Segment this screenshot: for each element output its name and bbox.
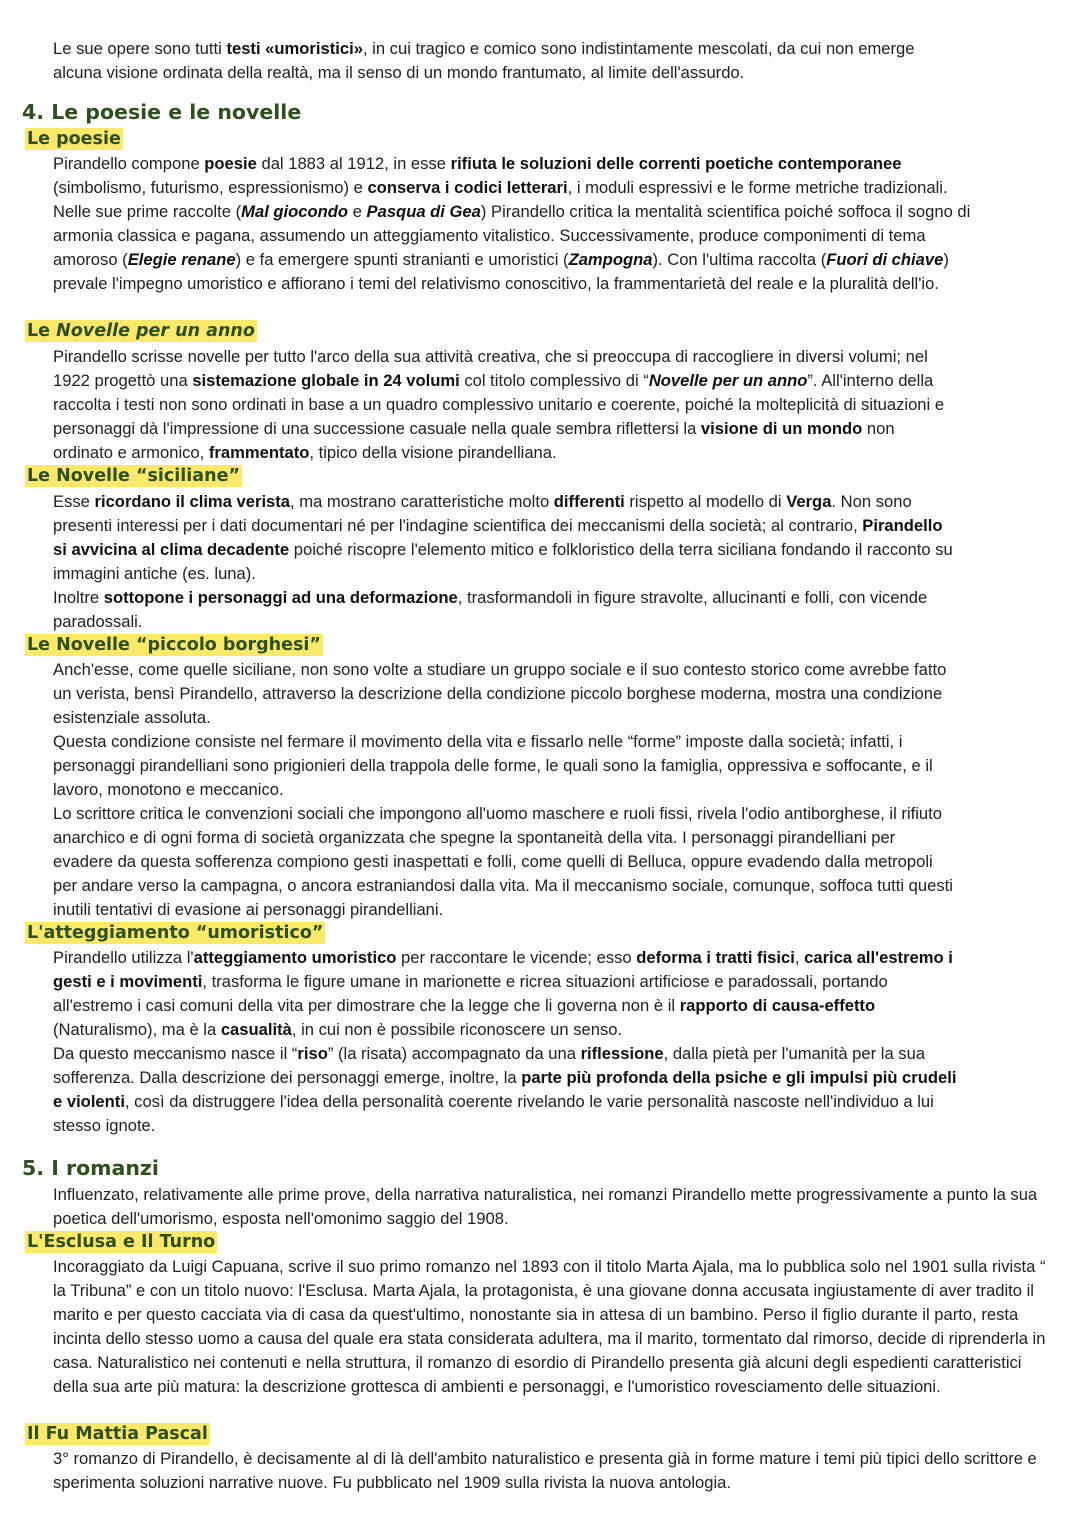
paragraph-line-block: Da questo meccanismo nasce il “riso” (la risata) accompagnato da una riflessione, dalla pietà per l'umanità per la sua sofferenza. Dalla descrizione dei personaggi emerge, inoltre, la parte più profonda della psiche e gli impulsi più crudeli e violenti, così da distruggere l'idea della personalità coerente rivelando le varie personalità nascoste nell'individuo a lui stesso ignote. xyxy=(53,1044,957,1135)
bold-italic-text: Zampogna xyxy=(568,250,653,269)
novelle-siciliane-paragraph xyxy=(53,490,958,634)
mattia-paragraph xyxy=(53,1447,1053,1495)
novelle-borghesi-paragraph xyxy=(53,658,958,922)
paragraph-line-block: Esse ricordano il clima verista, ma mostrano caratteristiche molto differenti rispetto al modello di Verga. Non sono presenti interessi per i dati documentari né per l'indagine scientifica dei meccanismi della società; al contrario, Pirandello si avvicina al clima decadente poiché riscopre l'elemento mitico e folkloristico della terra siciliana fondando il racconto su immagini antiche (es. luna). xyxy=(53,492,953,583)
paragraph-line-block: Anch'esse, come quelle siciliane, non sono volte a studiare un gruppo sociale e il suo contesto storico come avrebbe fatto un verista, bensì Pirandello, attraverso la descrizione della condizione piccolo borghese moderna, mostra una condizione esistenziale assoluta. xyxy=(53,660,947,727)
subheading-novelle-siciliane: Le Novelle “siciliane” xyxy=(27,466,240,486)
romanzi-intro-paragraph xyxy=(53,1183,1038,1231)
bold-text: ricordano il clima verista xyxy=(94,492,291,511)
bold-text: riflessione xyxy=(580,1044,664,1063)
paragraph-line-block: Inoltre sottopone i personaggi ad una deformazione, trasformandoli in figure stravolte, allucinanti e folli, con vicende paradossali. xyxy=(53,588,928,631)
bold-italic-text: Novelle per un anno xyxy=(648,371,808,390)
subheading-mattia-pascal: Il Fu Mattia Pascal xyxy=(27,1424,208,1444)
bold-italic-text: Mal giocondo xyxy=(241,202,349,221)
bold-italic-text: Elegie renane xyxy=(127,250,236,269)
section-4-title: 4. Le poesie e le novelle xyxy=(22,100,302,124)
bold-text: differenti xyxy=(553,492,625,511)
paragraph-line-block: Pirandello compone poesie dal 1883 al 1912, in esse rifiuta le soluzioni delle correnti poetiche contemporanee (simbolismo, futurismo, espressionismo) e conserva i codici letterari, i moduli espressivi e le forme metriche tradizionali. Nelle sue prime raccolte (Mal giocondo e Pasqua di Gea) Pirandello critica la mentalità scientifica poiché soffoca il sogno di armonia classica e pagana, assumendo un atteggiamento vitalistico. Successivamente, produce componimenti di tema amoroso (Elegie renane) e fa emergere spunti stranianti e umoristici (Zampogna). Con l'ultima raccolta (Fuori di chiave) prevale l'impegno umoristico e affiorano i temi del relativismo conoscitivo, la frammentarietà del reale e la pluralità dell'io. xyxy=(53,154,971,293)
bold-text: casualità xyxy=(220,1020,292,1039)
paragraph-line-block: Questa condizione consiste nel fermare il movimento della vita e fissarlo nelle “forme” imposte dalla società; infatti, i personaggi pirandelliani sono prigionieri della trappola delle forme, le quali sono la famiglia, oppressiva e soffocante, e il lavoro, monotono e meccanico. xyxy=(53,732,933,799)
paragraph-line-block: Le sue opere sono tutti testi «umoristici», in cui tragico e comico sono indistintamente mescolati, da cui non emerge alcuna visione ordinata della realtà, ma il senso di un mondo frantumato, al limite dell'assurdo. xyxy=(53,39,915,82)
bold-text: rapporto di causa-effetto xyxy=(679,996,876,1015)
intro-paragraph xyxy=(53,37,953,85)
bold-text: frammentato xyxy=(208,443,310,462)
poesie-paragraph xyxy=(53,152,988,296)
subheading-italic-title: Novelle per un anno xyxy=(56,321,255,341)
subheading-prefix: Le xyxy=(27,321,57,341)
subheading-poesie: Le poesie xyxy=(27,129,121,149)
bold-text: carica all'estremo i gesti e i movimenti xyxy=(53,948,953,991)
novelle-anno-paragraph xyxy=(53,345,958,465)
esclusa-paragraph xyxy=(53,1255,1053,1399)
paragraph-line-block: Influenzato, relativamente alle prime prove, della narrativa naturalistica, nei romanzi Pirandello mette progressivamente a punto la sua poetica dell'umorismo, esposta nell'omonimo saggio del 1908. xyxy=(53,1185,1038,1228)
umoristico-paragraph xyxy=(53,946,963,1138)
bold-text: sottopone i personaggi ad una deformazione xyxy=(103,588,458,607)
bold-text: deforma i tratti fisici xyxy=(636,948,795,967)
bold-text: atteggiamento umoristico xyxy=(193,948,397,967)
paragraph-line-block: Pirandello utilizza l'atteggiamento umoristico per raccontare le vicende; esso deforma i tratti fisici, carica all'estremo i gesti e i movimenti, trasforma le figure umane in marionette e ricrea situazioni artificiose e paradossali, portando all'estremo i casi comuni della vita per dimostrare che la legge che li governa non è il rapporto di causa-effetto (Naturalismo), ma è la casualità, in cui non è possibile riconoscere un senso. xyxy=(53,948,953,1039)
bold-text: riso xyxy=(297,1044,328,1063)
bold-text: sistemazione globale in 24 volumi xyxy=(192,371,460,390)
bold-text: conserva i codici letterari xyxy=(367,178,568,197)
paragraph-line-block: Lo scrittore critica le convenzioni sociali che impongono all'uomo maschere e ruoli fissi, rivela l'odio antiborghese, il rifiuto anarchico e di ogni forma di società organizzata che spegne la spontaneità della vita. I personaggi pirandelliani per evadere da questa sofferenza compiono gesti inaspettati e folli, come quelli di Belluca, oppure evadendo dalla metropoli per andare verso la campagna, o ancora estraniandosi dalla vita. Ma il meccanismo sociale, comunque, soffoca tutti questi inutili tentativi di evasione ai personaggi pirandelliani. xyxy=(53,804,953,919)
paragraph-line-block: 3° romanzo di Pirandello, è decisamente al di là dell'ambito naturalistico e presenta già in forme mature i temi più tipici dello scrittore e sperimenta soluzioni narrative nuove. Fu pubblicato nel 1909 sulla rivista la nuova antologia. xyxy=(53,1449,1037,1492)
paragraph-line-block: Incoraggiato da Luigi Capuana, scrive il suo primo romanzo nel 1893 con il titolo Marta Ajala, ma lo pubblica solo nel 1901 sulla rivista “ la Tribuna” e con un titolo nuovo: l'Esclusa. Marta Ajala, la protagonista, è una giovane donna accusata ingiustamente di aver tradito il marito e per questo cacciata via di casa da quest'ultimo, nonostante sia in attesa di un bambino. Perso il figlio durante il parto, resta incinta dello stesso uomo a causa del quale era stata considerata adultera, ma il marito, tormentato dal rimorso, decide di riprenderla in casa. Naturalistico nei contenuti e nella struttura, il romanzo di esordio di Pirandello presenta già alcuni degli espedienti caratteristici della sua arte più matura: la descrizione grottesca di ambienti e personaggi, e l'umoristico rovesciamento delle situazioni. xyxy=(53,1257,1046,1396)
subheading-atteggiamento-umoristico: L'atteggiamento “umoristico” xyxy=(27,923,324,943)
bold-text: Pirandello si avvicina al clima decadente xyxy=(53,516,943,559)
bold-text: poesie xyxy=(204,154,257,173)
subheading-novelle-per-un-anno xyxy=(25,320,257,342)
bold-italic-text: Fuori di chiave xyxy=(826,250,944,269)
bold-text: visione di un mondo xyxy=(700,419,863,438)
subheading-esclusa-turno: L'Esclusa e Il Turno xyxy=(27,1232,216,1252)
bold-italic-text: Pasqua di Gea xyxy=(366,202,481,221)
paragraph-line-block: Pirandello scrisse novelle per tutto l'arco della sua attività creativa, che si preoccupa di raccogliere in diversi volumi; nel 1922 progettò una sistemazione globale in 24 volumi col titolo complessivo di “Novelle per un anno”. All'interno della raccolta i testi non sono ordinati in base a un quadro complessivo unitario e coerente, poiché la molteplicità di situazioni e personaggi dà l'impressione di una successione casuale nella quale sembra riflettersi la visione di un mondo non ordinato e armonico, frammentato, tipico della visione pirandelliana. xyxy=(53,347,945,462)
bold-text: testi «umoristici» xyxy=(226,39,363,58)
bold-text: parte più profonda della psiche e gli impulsi più crudeli e violenti xyxy=(53,1068,957,1111)
subheading-novelle-piccolo-borghesi: Le Novelle “piccolo borghesi” xyxy=(27,635,321,655)
bold-text: rifiuta le soluzioni delle correnti poetiche contemporanee xyxy=(450,154,902,173)
bold-text: Verga xyxy=(786,492,832,511)
section-5-title: 5. I romanzi xyxy=(22,1156,159,1180)
